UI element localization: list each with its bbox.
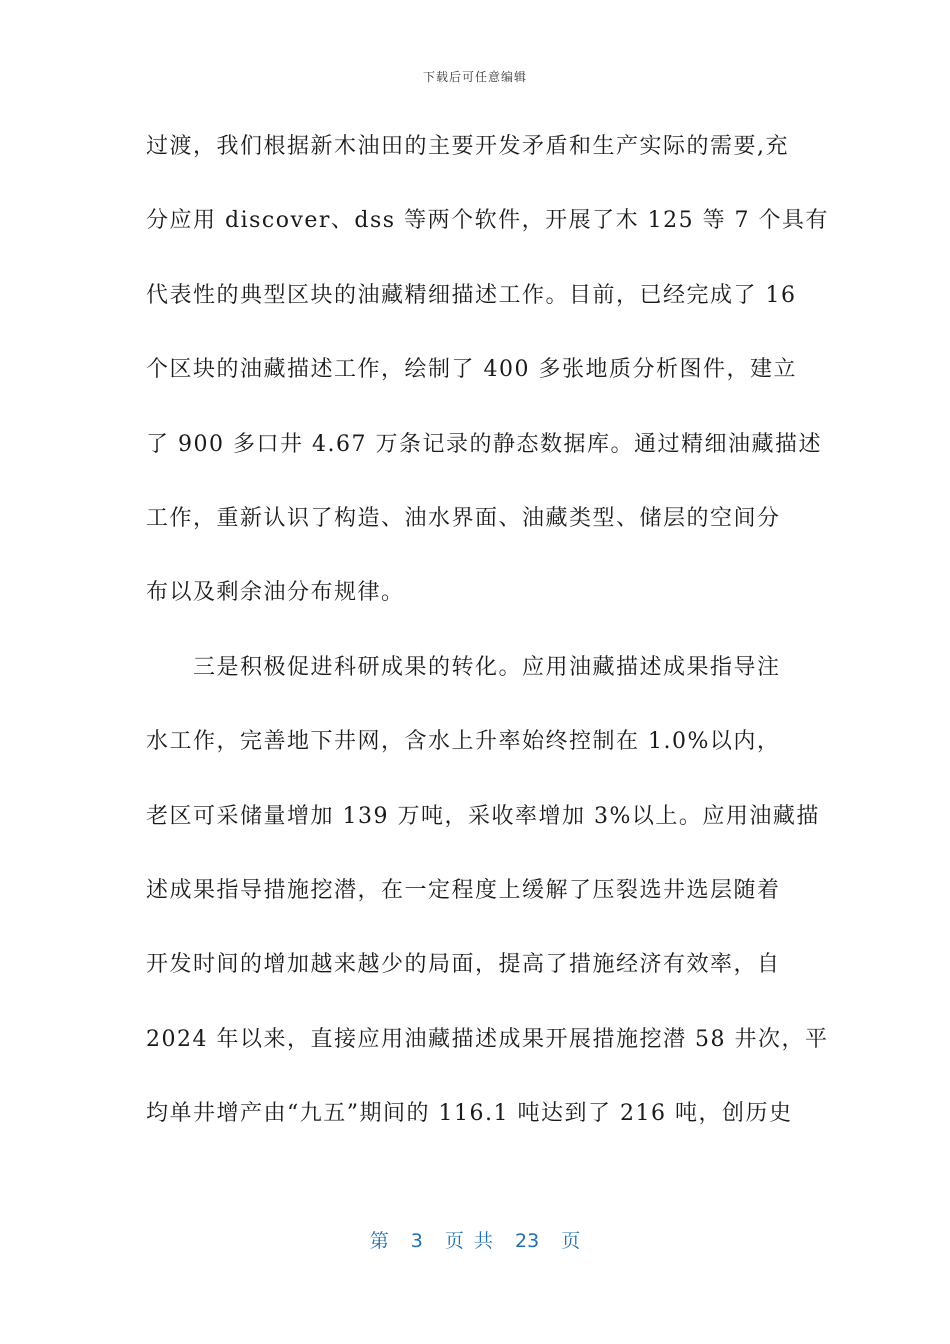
footer-suffix: 页 (561, 1230, 581, 1252)
text-line: 三是积极促进科研成果的转化。应用油藏描述成果指导注 (146, 654, 781, 680)
footer-middle: 页 共 (444, 1230, 493, 1252)
text-line: 开发时间的增加越来越少的局面，提高了措施经济有效率，自 (146, 952, 781, 978)
text-line: 水工作，完善地下井网，含水上升率始终控制在 1.0%以内， (146, 729, 781, 755)
text-line: 分应用 discover、dss 等两个软件，开展了木 125 等 7 个具有 (146, 208, 830, 234)
text-line: 老区可采储量增加 139 万吨，采收率增加 3%以上。应用油藏描 (146, 803, 820, 829)
total-pages-number: 23 (515, 1230, 540, 1252)
text-line: 均单井增产由“九五”期间的 116.1 吨达到了 216 吨，创历史 (146, 1101, 793, 1127)
text-line: 工作，重新认识了构造、油水界面、油藏类型、储层的空间分 (146, 505, 781, 531)
text-line: 个区块的油藏描述工作，绘制了 400 多张地质分析图件，建立 (146, 357, 797, 383)
footer-prefix: 第 (369, 1230, 389, 1252)
text-line: 了 900 多口井 4.67 万条记录的静态数据库。通过精细油藏描述 (146, 431, 822, 457)
text-line: 布以及剩余油分布规律。 (146, 580, 405, 606)
page-footer (0, 1226, 950, 1253)
document-body (146, 127, 830, 1168)
page-header: 下载后可任意编辑 (422, 70, 527, 84)
text-line: 述成果指导措施挖潜，在一定程度上缓解了压裂选井选层随着 (146, 877, 781, 903)
text-line: 过渡，我们根据新木油田的主要开发矛盾和生产实际的需要,充 (146, 134, 789, 159)
text-line: 2024 年以来，直接应用油藏描述成果开展措施挖潜 58 井次，平 (146, 1026, 829, 1052)
current-page-number: 3 (410, 1230, 423, 1252)
text-line: 代表性的典型区块的油藏精细描述工作。目前，已经完成了 16 (146, 282, 797, 308)
